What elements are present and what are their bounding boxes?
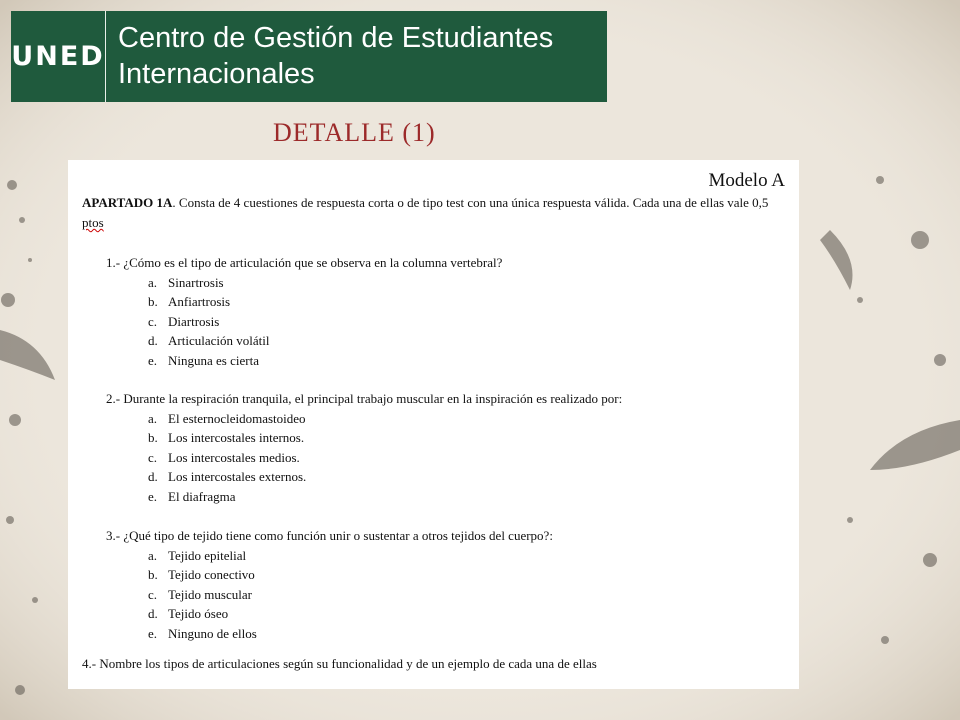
header-banner	[11, 11, 607, 102]
option-item: a. Sinartrosis	[148, 274, 224, 290]
option-item: d. Los intercostales externos.	[148, 469, 307, 485]
section-text: . Consta de 4 cuestiones de respuesta corta o de tipo test con una única respuesta válida. Cada una de ellas vale 0,5	[172, 195, 769, 210]
option-item: e. Ninguna es cierta	[148, 352, 259, 368]
logo-text: UNED	[11, 41, 105, 72]
header-title-line2: Internacionales	[118, 58, 315, 90]
uned-logo	[11, 11, 106, 102]
question-text: 2.- Durante la respiración tranquila, el principal trabajo muscular en la inspiración es realizado por:	[106, 391, 623, 406]
option-item: e. Ninguno de ellos	[148, 625, 257, 641]
slide-heading: DETALLE (1)	[273, 118, 436, 147]
option-item: a. Tejido epitelial	[148, 547, 247, 563]
question-text: 1.- ¿Cómo es el tipo de articulación que se observa en la columna vertebral?	[106, 255, 503, 270]
question-3	[106, 526, 553, 644]
option-item: d. Tejido óseo	[148, 606, 229, 622]
options-list	[106, 273, 502, 371]
option-item: a. El esternocleidomastoideo	[148, 410, 306, 426]
section-label: APARTADO 1A	[82, 195, 173, 210]
question-1	[106, 253, 502, 371]
option-item: b. Los intercostales internos.	[148, 430, 305, 446]
question-text: 3.- ¿Qué tipo de tejido tiene como función unir o sustentar a otros tejidos del cuerpo?:	[106, 528, 553, 543]
option-item: c. Tejido muscular	[148, 586, 252, 602]
option-item: c. Los intercostales medios.	[148, 449, 300, 465]
question-2	[106, 389, 622, 507]
exam-document-image	[68, 160, 799, 689]
header-title	[106, 11, 607, 102]
options-list	[106, 409, 622, 507]
option-item: d. Articulación volátil	[148, 333, 270, 349]
model-label: Modelo A	[708, 170, 785, 191]
option-item: e. El diafragma	[148, 488, 236, 504]
header-title-line1: Centro de Gestión de Estudiantes	[118, 22, 554, 54]
section-ptos: ptos	[82, 215, 104, 230]
section-intro	[82, 193, 788, 233]
option-item: b. Tejido conectivo	[148, 567, 255, 583]
options-list	[106, 546, 553, 644]
question-4: 4.- Nombre los tipos de articulaciones según su funcionalidad y de un ejemplo de cada una de ellas	[82, 656, 597, 671]
option-item: b. Anfiartrosis	[148, 294, 231, 310]
option-item: c. Diartrosis	[148, 313, 220, 329]
